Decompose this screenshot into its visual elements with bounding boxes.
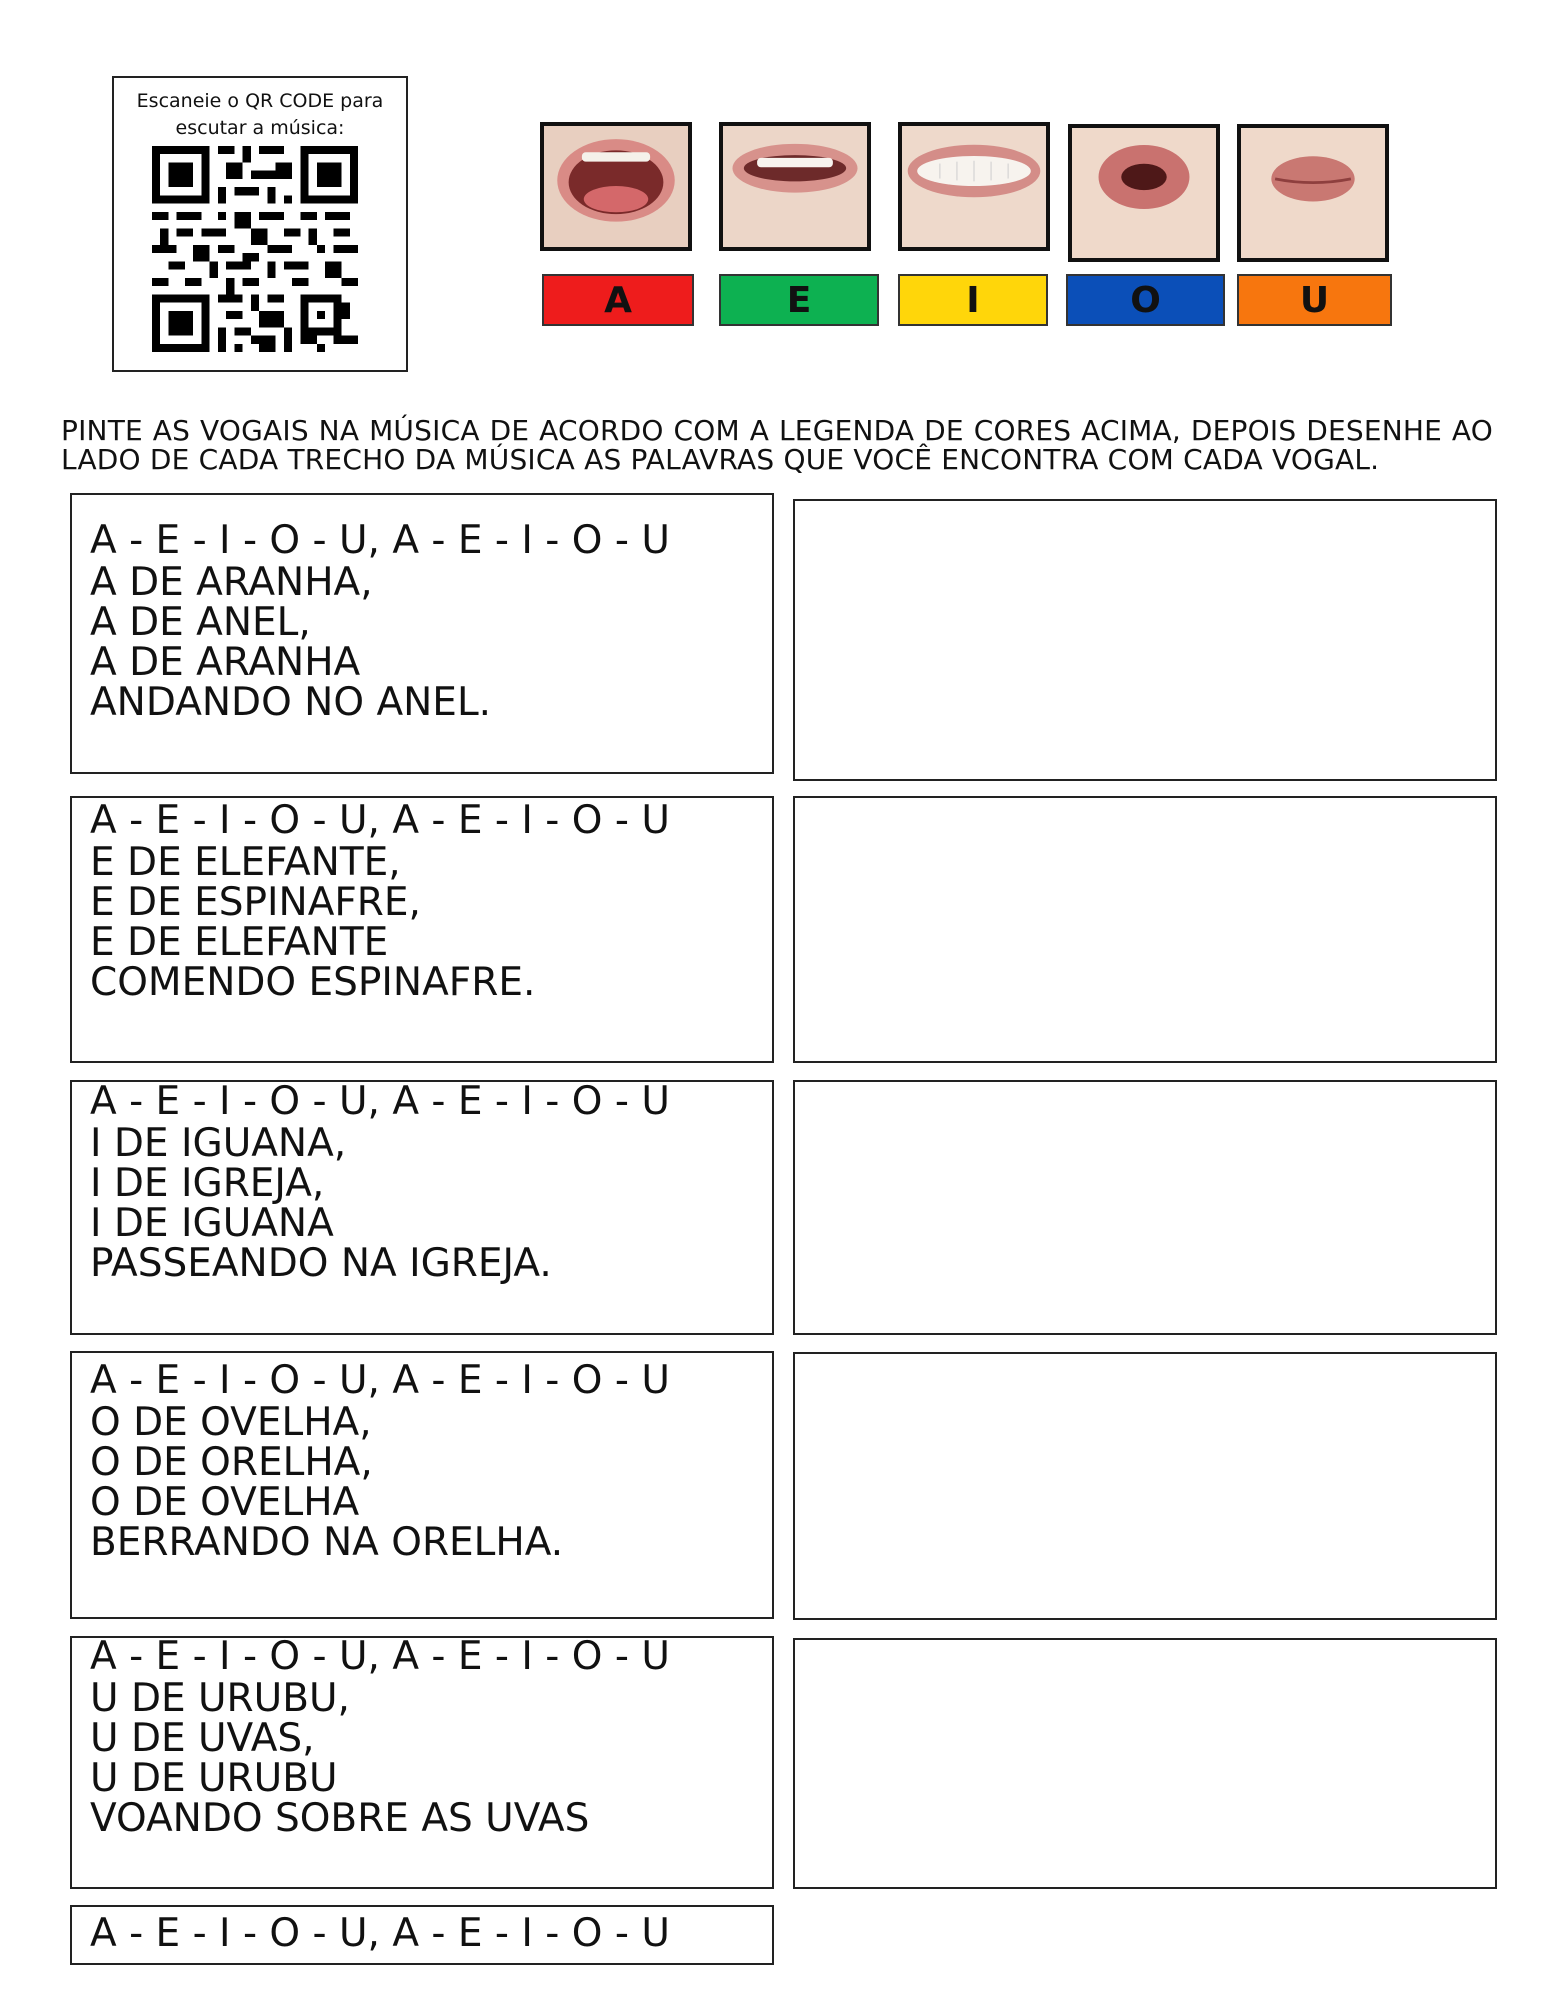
verse-line: E DE ELEFANTE, [90,840,401,885]
vowel-key-o-letter: O [1130,279,1161,321]
drawing-area-u[interactable] [793,1638,1497,1889]
vowel-key-a-letter: A [604,279,632,321]
verse-line: U DE URUBU [90,1756,338,1801]
vowel-key-i-letter: I [966,279,980,321]
verse-box-final-chorus [70,1905,774,1965]
verse-box-u [70,1636,774,1889]
verse-line: PASSEANDO NA IGREJA. [90,1241,552,1286]
vowel-key-i [898,274,1048,326]
verse-line: COMENDO ESPINAFRE. [90,960,536,1005]
verse-line: U DE UVAS, [90,1716,315,1761]
verse-line: O DE ORELHA, [90,1440,373,1485]
chorus-line: A - E - I - O - U, A - E - I - O - U [90,798,670,843]
verse-line: BERRANDO NA ORELHA. [90,1520,564,1565]
chorus-line: A - E - I - O - U, A - E - I - O - U [90,518,670,563]
drawing-area-o[interactable] [793,1352,1497,1620]
chorus-line: A - E - I - O - U, A - E - I - O - U [90,1358,670,1403]
drawing-area-i[interactable] [793,1080,1497,1335]
qr-code-panel [112,76,408,372]
verse-box-i [70,1080,774,1335]
verse-lines [72,1400,772,1565]
verse-line: A DE ARANHA, [90,560,373,605]
verse-lines [72,1121,772,1286]
vowel-key-e-letter: E [786,279,812,321]
verse-box-o [70,1351,774,1619]
verse-line: U DE URUBU, [90,1676,350,1721]
drawing-area-e[interactable] [793,796,1497,1063]
chorus-line: A - E - I - O - U, A - E - I - O - U [90,1079,670,1124]
instructions-text: PINTE AS VOGAIS NA MÚSICA DE ACORDO COM A LEGENDA DE CORES ACIMA, DEPOIS DESENHE AO LADO DE CADA TRECHO DA MÚSICA AS PALAVRAS QUE VOCÊ ENCONTRA COM CADA VOGAL. [61,414,1493,476]
verse-line: I DE IGREJA, [90,1161,325,1206]
verse-line: A DE ARANHA [90,640,361,685]
vowel-key-a [542,274,694,326]
verse-lines [72,560,772,725]
vowel-key-u [1237,274,1392,326]
chorus-line: A - E - I - O - U, A - E - I - O - U [90,1634,670,1679]
verse-box-e [70,796,774,1063]
verse-line: E DE ESPINAFRE, [90,880,421,925]
mouth-vowel-e-image [719,122,871,251]
qr-caption-line-2: escutar a música: [175,117,345,139]
mouth-vowel-u-image [1237,124,1389,262]
mouth-vowel-o-image [1068,124,1220,262]
verse-line: E DE ELEFANTE [90,920,389,965]
qr-code[interactable] [152,146,358,352]
verse-line: A DE ANEL, [90,600,311,645]
verse-box-a [70,493,774,774]
mouth-vowel-a-image [540,122,692,251]
vowel-key-o [1066,274,1225,326]
verse-line: VOANDO SOBRE AS UVAS [90,1796,590,1841]
verse-line: I DE IGUANA [90,1201,334,1246]
vowel-key-e [719,274,879,326]
chorus-line: A - E - I - O - U, A - E - I - O - U [90,1911,670,1956]
vowel-key-u-letter: U [1299,279,1330,321]
verse-line: I DE IGUANA, [90,1121,347,1166]
verse-line: ANDANDO NO ANEL. [90,680,492,725]
qr-caption-line-1: Escaneie o QR CODE para [136,90,384,112]
verse-line: O DE OVELHA [90,1480,360,1525]
verse-line: O DE OVELHA, [90,1400,372,1445]
qr-caption [114,88,406,142]
verse-lines [72,1676,772,1841]
verse-lines [72,840,772,1005]
drawing-area-a[interactable] [793,499,1497,781]
mouth-vowel-i-image [898,122,1050,251]
